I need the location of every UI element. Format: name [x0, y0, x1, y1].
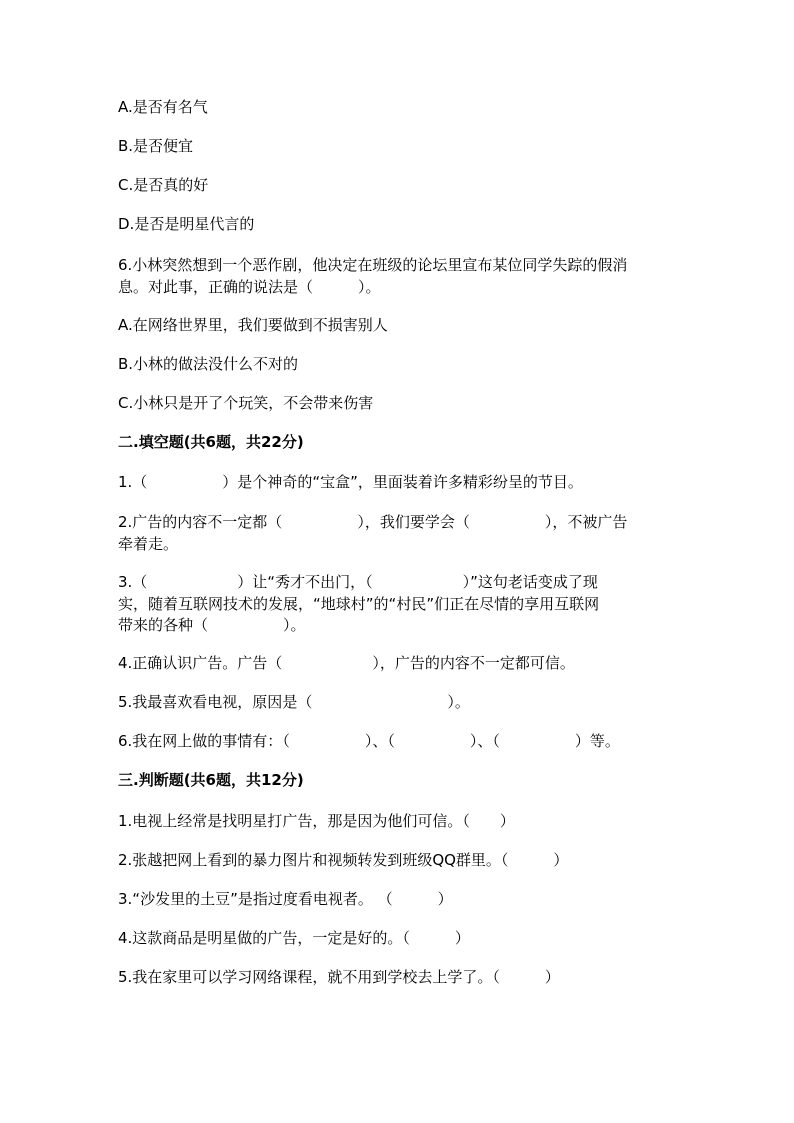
option-a-famous: A.是否有名气	[118, 98, 208, 116]
option-d-celebrity: D.是否是明星代言的	[118, 215, 255, 233]
fill-question-1: 1.（ ）是个神奇的“宝盒”，里面装着许多精彩纷呈的节目。	[118, 473, 583, 491]
fill-question-3-line2: 实，随着互联网技术的发展，“地球村”的“村民”们正在尽情的享用互联网	[118, 595, 600, 613]
fill-question-3-line1: 3.（ ）让“秀才不出门，（ ）”这句老话变成了现	[118, 573, 598, 591]
judge-question-5: 5.我在家里可以学习网络课程，就不用到学校去上学了。（ ）	[118, 968, 560, 986]
fill-question-3-line3: 带来的各种（ ）。	[118, 616, 306, 634]
section-3-heading: 三.判断题(共6题，共12分)	[118, 771, 304, 789]
fill-question-6: 6.我在网上做的事情有：（ ）、（ ）、（ ）等。	[118, 732, 620, 750]
question-6-option-a: A.在网络世界里，我们要做到不损害别人	[118, 316, 388, 334]
question-6-stem-line1: 6.小林突然想到一个恶作剧，他决定在班级的论坛里宣布某位同学失踪的假消	[118, 256, 628, 274]
judge-question-4: 4.这款商品是明星做的广告，一定是好的。（ ）	[118, 929, 470, 947]
question-6-option-b: B.小林的做法没什么不对的	[118, 355, 299, 373]
question-6-stem-line2: 息。对此事，正确的说法是（ ）。	[118, 278, 381, 296]
option-c-good: C.是否真的好	[118, 176, 209, 194]
section-2-heading: 二.填空题(共6题，共22分)	[118, 433, 304, 451]
fill-question-5: 5.我最喜欢看电视，原因是（ ）。	[118, 693, 470, 711]
question-6-option-c: C.小林只是开了个玩笑，不会带来伤害	[118, 394, 374, 412]
judge-question-2: 2.张越把网上看到的暴力图片和视频转发到班级QQ群里。（ ）	[118, 851, 569, 869]
judge-question-1: 1.电视上经常是找明星打广告，那是因为他们可信。（ ）	[118, 812, 515, 830]
judge-question-3: 3.“沙发里的土豆”是指过度看电视者。 （ ）	[118, 890, 453, 908]
fill-question-4: 4.正确认识广告。广告（ ），广告的内容不一定都可信。	[118, 654, 575, 672]
fill-question-2-line1: 2.广告的内容不一定都（ ），我们要学会（ ），不被广告	[118, 513, 628, 531]
fill-question-2-line2: 牵着走。	[118, 535, 179, 553]
option-b-cheap: B.是否便宜	[118, 137, 194, 155]
